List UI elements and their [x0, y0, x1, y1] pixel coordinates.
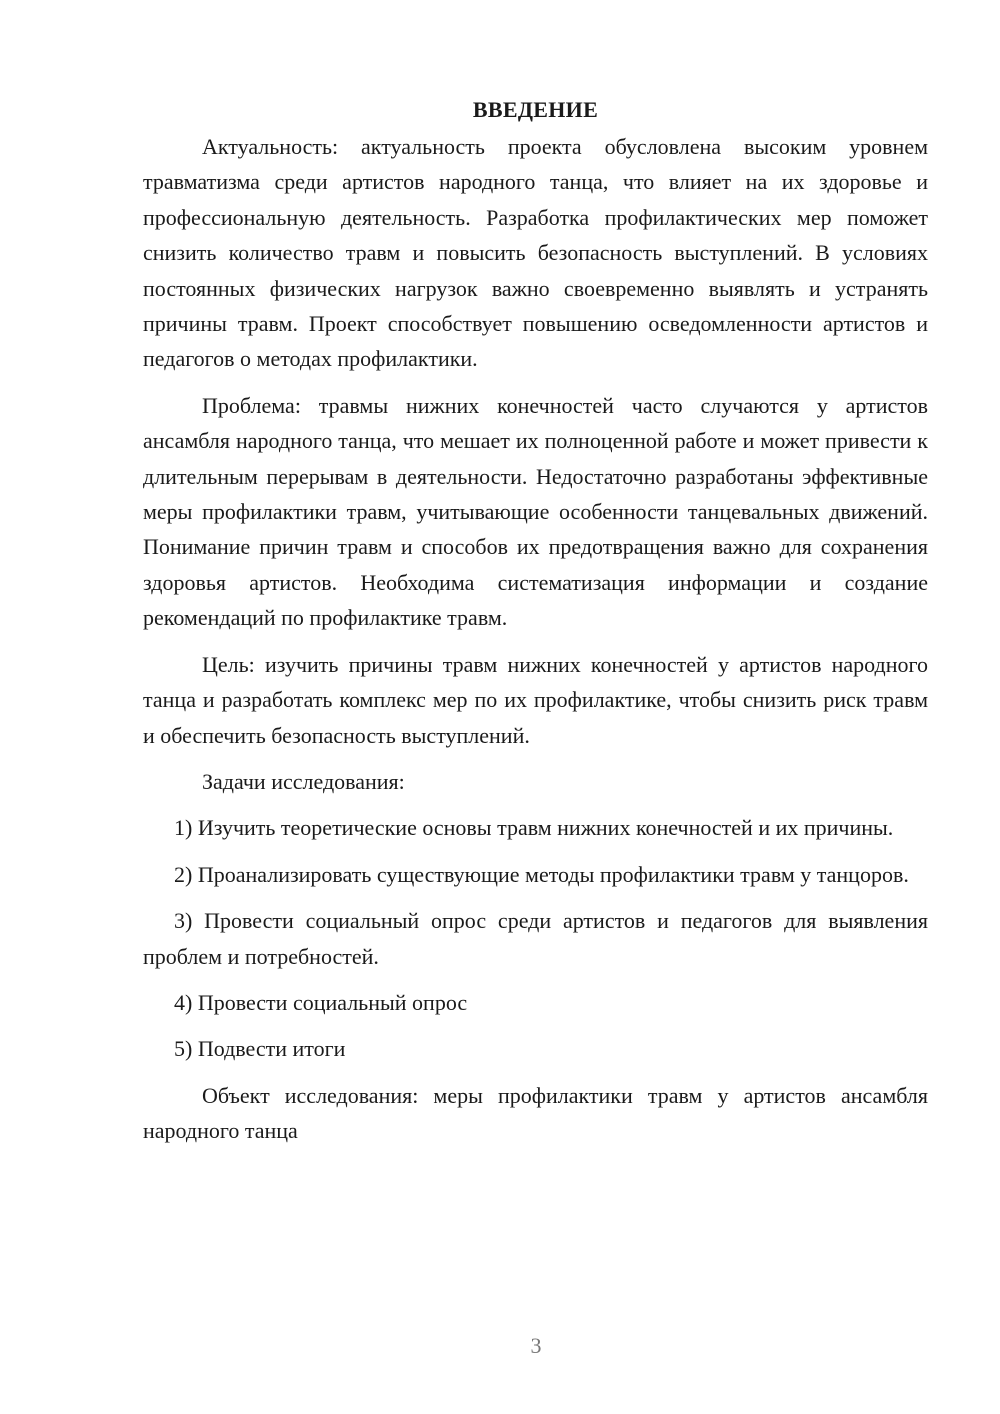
document-page — [143, 92, 928, 1160]
paragraph-goal: Цель: изучить причины травм нижних конечностей у артистов народного танца и разработать комплекс мер по их профилактике, чтобы снизить риск травм и обеспечить безопасность выступлений. — [143, 651, 928, 748]
page-number: 3 — [530, 1333, 542, 1358]
page-title: ВВЕДЕНИЕ — [472, 97, 599, 122]
task-item-2: 2) Проанализировать существующие методы профилактики травм у танцоров. — [174, 861, 909, 887]
paragraph-problem: Проблема: травмы нижних конечностей часто случаются у артистов ансамбля народного танца, что мешает их полноценной работе и может привести к длительным перерывам в деятельности. Недостаточно разработаны эффективные меры профилактики травм, учитывающие особенности танцевальных движений. Понимание причин травм и способов их предотвращения важно для сохранения здоровья артистов. Необходима систематизация информации и создание рекомендаций по профилактике травм. — [143, 392, 928, 631]
paragraph-relevance: Актуальность: актуальность проекта обусловлена высоким уровнем травматизма среди артистов народного танца, что влияет на их здоровье и профессиональную деятельность. Разработка профилактических мер поможет снизить количество травм и повысить безопасность выступлений. В условиях постоянных физических нагрузок важно своевременно выявлять и устранять причины травм. Проект способствует повышению осведомленности артистов и педагогов о методах профилактики. — [143, 134, 928, 372]
task-item-4: 4) Провести социальный опрос — [174, 989, 468, 1015]
paragraph-object: Объект исследования: меры профилактики травм у артистов ансамбля народного танца — [143, 1082, 928, 1144]
task-item-1: 1) Изучить теоретические основы травм нижних конечностей и их причины. — [174, 815, 894, 841]
task-item-3: 3) Провести социальный опрос среди артистов и педагогов для выявления проблем и потребностей. — [143, 908, 928, 969]
task-item-5: 5) Подвести итоги — [174, 1036, 346, 1062]
tasks-heading: Задачи исследования: — [202, 768, 405, 794]
